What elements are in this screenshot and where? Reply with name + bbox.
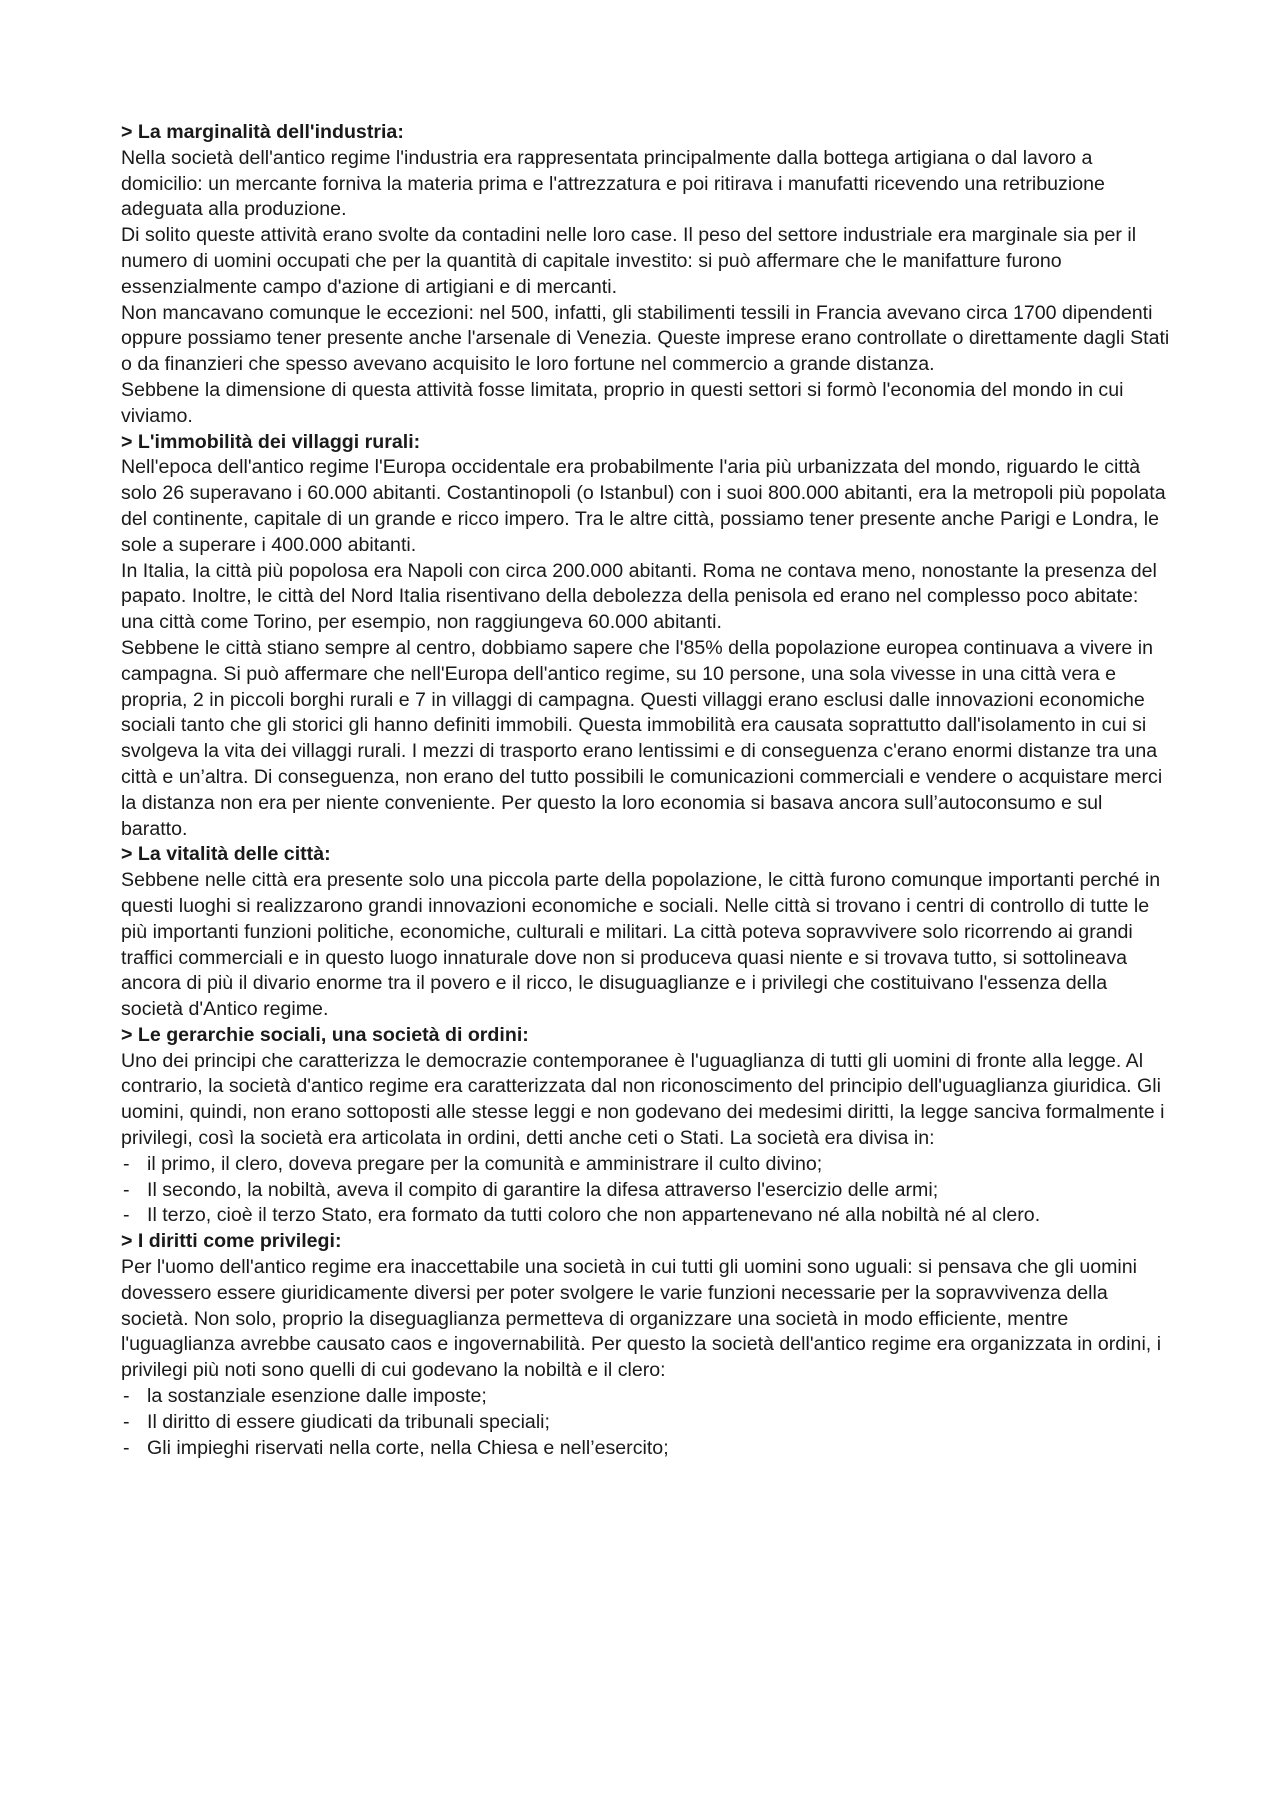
- section-villaggi-rurali: [121, 430, 1173, 843]
- paragraph: Di solito queste attività erano svolte da contadini nelle loro case. Il peso del settore industriale era marginale sia per il numero di uomini occupati che per la quantità di capitale investito: si può affermare che le manifatture furono essenzialmente campo d'azione di artigiani e di mercanti.: [121, 224, 1137, 298]
- paragraph: Sebbene nelle città era presente solo una piccola parte della popolazione, le città furono comunque importanti perché in questi luoghi si realizzarono grandi innovazioni economiche e sociali. Nelle città si trovano i centri di controllo di tutte le più importanti funzioni politiche, economiche, culturali e militari. La città poteva sopravvivere solo ricorrendo ai grandi traffici commerciali e in questo luogo innaturale dove non si produceva quasi niente e si trovava tutto, si sottolineava ancora di più il divario enorme tra il povero e il ricco, le disuguaglianze e i privilegi che costituivano l'essenza della società d'Antico regime.: [121, 869, 1161, 1021]
- section-industria: [121, 120, 1173, 430]
- section-vitalita-citta: [121, 842, 1173, 1023]
- section-heading: > Le gerarchie sociali, una società di ordini:: [121, 1023, 529, 1046]
- list-item: - Il diritto di essere giudicati da tribunali speciali;: [121, 1410, 1173, 1436]
- orders-list: [121, 1152, 1173, 1229]
- paragraph: In Italia, la città più popolosa era Napoli con circa 200.000 abitanti. Roma ne contava meno, nonostante la presenza del papato. Inoltre, le città del Nord Italia risentivano della debolezza della penisola ed erano nel complesso poco abitate: una città come Torino, per esempio, non raggiungeva 60.000 abitanti.: [121, 559, 1157, 634]
- list-item: - la sostanziale esenzione dalle imposte;: [121, 1384, 1173, 1410]
- paragraph: Sebbene la dimensione di questa attività fosse limitata, proprio in questi settori si formò l'economia del mondo in cui viviamo.: [121, 378, 1124, 427]
- privileges-list: [121, 1384, 1173, 1461]
- paragraph: Sebbene le città stiano sempre al centro, dobbiamo sapere che l'85% della popolazione europea continuava a vivere in campagna. Si può affermare che nell'Europa dell'antico regime, su 10 persone, una sola vivesse in una città vera e propria, 2 in piccoli borghi rurali e 7 in villaggi di campagna. Questi villaggi erano esclusi dalle innovazioni economiche sociali tanto che gli storici gli hanno definiti immobili. Questa immobilità era causata soprattutto dall'isolamento in cui si svolgeva la vita dei villaggi rurali. I mezzi di trasporto erano lentissimi e di conseguenza c'erano enormi distanze tra una città e un’altra. Di conseguenza, non erano del tutto possibili le comunicazioni commerciali e vendere o acquistare merci la distanza non era per niente conveniente. Per questo la loro economia si basava ancora sull’autoconsumo e sul baratto.: [121, 636, 1163, 840]
- section-heading: > La vitalità delle città:: [121, 843, 331, 866]
- paragraph: Per l'uomo dell'antico regime era inaccettabile una società in cui tutti gli uomini sono uguali: si pensava che gli uomini dovessero essere giuridicamente diversi per poter svolgere le varie funzioni necessarie per la sopravvivenza della società. Non solo, proprio la diseguaglianza permetteva di organizzare una società in modo efficiente, mentre l'uguaglianza avrebbe causato caos e ingovernabilità. Per questo la società dell'antico regime era organizzata in ordini, i privilegi più noti sono quelli di cui godevano la nobiltà e il clero:: [121, 1256, 1162, 1382]
- paragraph: Nella società dell'antico regime l'industria era rappresentata principalmente dalla bottega artigiana o dal lavoro a domicilio: un mercante forniva la materia prima e l'attrezzatura e poi ritirava i manufatti ricevendo una retribuzione adeguata alla produzione.: [121, 146, 1105, 221]
- paragraph: Uno dei principi che caratterizza le democrazie contemporanee è l'uguaglianza di tutti gli uomini di fronte alla legge. Al contrario, la società d'antico regime era caratterizzata dal non riconoscimento del principio dell'uguaglianza giuridica. Gli uomini, quindi, non erano sottoposti alle stesse leggi e non godevano dei medesimi diritti, la legge sanciva formalmente i privilegi, così la società era articolata in ordini, detti anche ceti o Stati. La società era divisa in:: [121, 1049, 1165, 1150]
- list-item: - Il terzo, cioè il terzo Stato, era formato da tutti coloro che non appartenevano né alla nobiltà né al clero.: [121, 1203, 1173, 1229]
- section-diritti-privilegi: [121, 1229, 1173, 1461]
- list-item: - Il secondo, la nobiltà, aveva il compito di garantire la difesa attraverso l'esercizio delle armi;: [121, 1178, 1173, 1204]
- section-gerarchie-sociali: [121, 1023, 1173, 1229]
- section-heading: > L'immobilità dei villaggi rurali:: [121, 430, 421, 453]
- section-heading: > La marginalità dell'industria:: [121, 121, 404, 143]
- paragraph: Nell'epoca dell'antico regime l'Europa occidentale era probabilmente l'aria più urbanizzata del mondo, riguardo le città solo 26 superavano i 60.000 abitanti. Costantinopoli (o Istanbul) con i suoi 800.000 abitanti, era la metropoli più popolata del continente, capitale di un grande e ricco impero. Tra le altre città, possiamo tener presente anche Parigi e Londra, le sole a superare i 400.000 abitanti.: [121, 456, 1166, 556]
- section-heading: > I diritti come privilegi:: [121, 1230, 342, 1253]
- document-page: [121, 120, 1173, 1461]
- paragraph: Non mancavano comunque le eccezioni: nel 500, infatti, gli stabilimenti tessili in Francia avevano circa 1700 dipendenti oppure possiamo tener presente anche l'arsenale di Venezia. Queste imprese erano controllate o direttamente dagli Stati o da finanzieri che spesso avevano acquisito le loro fortune nel commercio a grande distanza.: [121, 301, 1170, 376]
- list-item: - il primo, il clero, doveva pregare per la comunità e amministrare il culto divino;: [121, 1152, 1173, 1178]
- list-item: - Gli impieghi riservati nella corte, nella Chiesa e nell’esercito;: [121, 1436, 1173, 1462]
